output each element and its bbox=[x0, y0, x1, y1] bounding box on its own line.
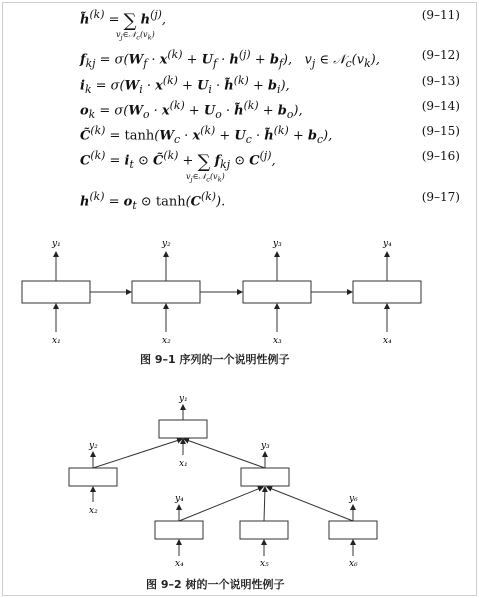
tree-node-3 bbox=[241, 468, 289, 486]
tree-input-x1: x₁ bbox=[179, 459, 188, 469]
equation-body: $i_k = \sigma(W_i \cdot x^{(k)} + U_i$ · h̃$^{(k)}$ + $b_i$), bbox=[80, 74, 290, 96]
equation-body: $C^{(k)} = i_t$ ⊙ C̃$^{(k)}$ + ∑ $f_{kj}$ ⊙ $C^{(j)}$, bbox=[80, 149, 276, 173]
equation-number: (9–14) bbox=[421, 99, 460, 113]
sequence-cell-2 bbox=[132, 281, 200, 303]
equation-body: $h^{(k)} = o_t$ ⊙ $\tanh(C^{(k)})$. bbox=[80, 190, 226, 212]
sum-subscript: $v_j\in 𝒩_c(v_k)$ bbox=[186, 172, 225, 184]
input-label-x4: x₄ bbox=[383, 336, 392, 346]
tree-output-y4: y₄ bbox=[175, 494, 184, 504]
sequence-cell-4 bbox=[353, 281, 421, 303]
tree-output-y1: y₁ bbox=[179, 394, 188, 404]
equation-number: (9–16) bbox=[421, 149, 460, 163]
figure-9-2-caption: 图 9–2 树的一个说明性例子 bbox=[146, 578, 285, 591]
output-label-y2: y₂ bbox=[162, 239, 171, 249]
equation-body: $f_{kj} = \sigma(W_f \cdot x^{(k)} + U_f \cdot h^{(j)} + b_f)$, $v_j$ ∈ $𝒩_c(v_k)$, bbox=[80, 48, 380, 70]
equation-number: (9–11) bbox=[421, 8, 460, 22]
tree-node-5 bbox=[240, 521, 288, 539]
figure-9-1 bbox=[22, 239, 421, 346]
input-label-x2: x₂ bbox=[162, 336, 171, 346]
tree-node-4 bbox=[155, 521, 203, 539]
tree-input-x2: x₂ bbox=[89, 506, 98, 516]
equation-body: C̃$^{(k)}$ = $\tanh(W_c \cdot x^{(k)} + U_c$ · h̃$^{(k)}$ + $b_c$), bbox=[80, 124, 333, 146]
input-label-x3: x₃ bbox=[273, 336, 282, 346]
output-label-y3: y₃ bbox=[273, 239, 282, 249]
equation-body: $o_k = \sigma(W_o \cdot x^{(k)} + U_o$ · h̃$^{(k)}$ + $b_o$), bbox=[80, 99, 303, 121]
sequence-cell-3 bbox=[243, 281, 311, 303]
tree-edge bbox=[184, 439, 265, 468]
tree-output-y3: y₃ bbox=[261, 441, 270, 451]
equation-number: (9–13) bbox=[421, 74, 460, 88]
tree-node-6 bbox=[329, 521, 377, 539]
equation-body: h̃$^{(k)}$ = ∑ $h^{(j)}$, bbox=[80, 8, 167, 32]
output-label-y1: y₁ bbox=[52, 239, 61, 249]
tree-edge bbox=[93, 439, 182, 468]
tree-input-x5: x₅ bbox=[260, 559, 269, 569]
figure-9-1-caption: 图 9–1 序列的一个说明性例子 bbox=[140, 353, 290, 366]
equation-number: (9–17) bbox=[421, 190, 460, 204]
equation-number: (9–15) bbox=[421, 124, 460, 138]
tree-edge bbox=[264, 487, 265, 521]
tree-edge bbox=[267, 487, 353, 521]
tree-output-y6: y₆ bbox=[349, 494, 358, 504]
tree-node-2 bbox=[69, 468, 117, 486]
figure-9-2 bbox=[69, 394, 377, 569]
tree-input-x4: x₄ bbox=[175, 559, 184, 569]
sum-subscript: $v_j\in 𝒩_c(v_k)$ bbox=[116, 30, 155, 42]
sequence-cell-1 bbox=[22, 281, 90, 303]
tree-output-y2: y₂ bbox=[89, 441, 98, 451]
tree-node-1 bbox=[159, 420, 207, 438]
equation-number: (9–12) bbox=[421, 48, 460, 62]
input-label-x1: x₁ bbox=[52, 336, 61, 346]
tree-input-x6: x₆ bbox=[349, 559, 358, 569]
tree-edge bbox=[179, 487, 263, 521]
output-label-y4: y₄ bbox=[383, 239, 392, 249]
